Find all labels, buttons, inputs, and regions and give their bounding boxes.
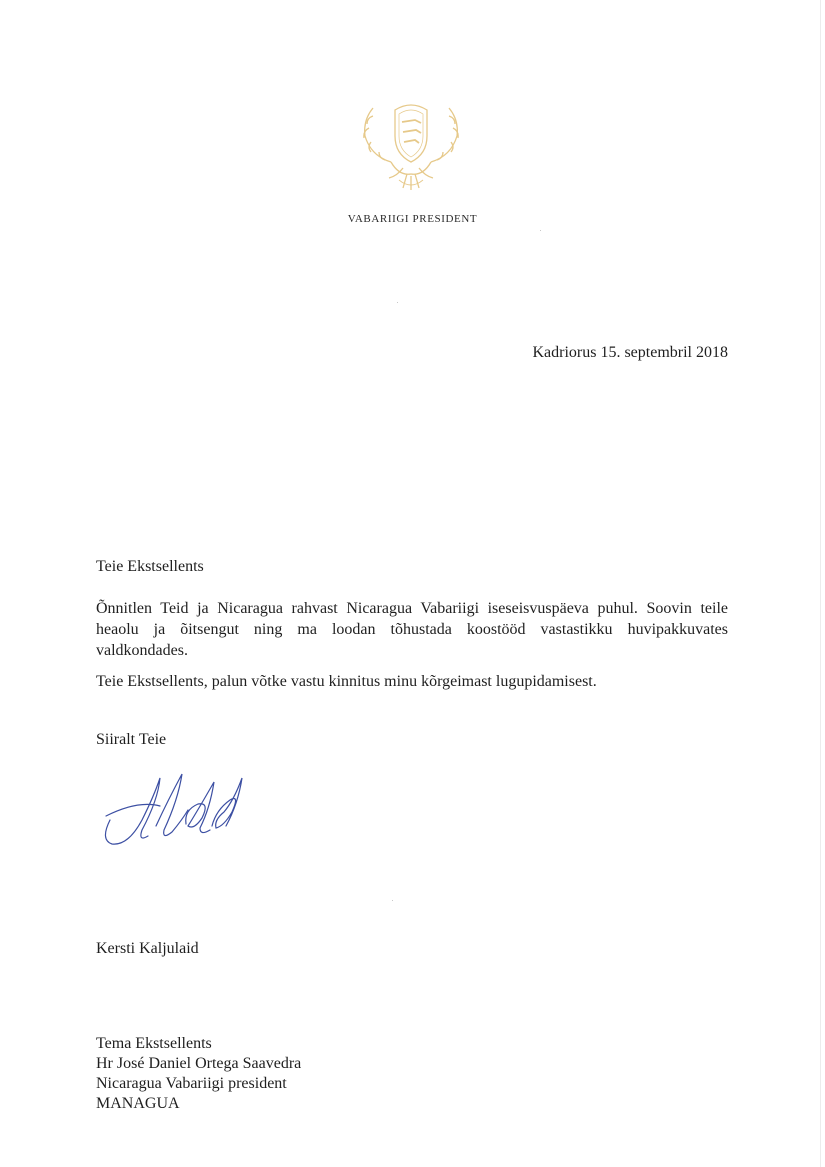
letterhead-title: VABARIIGI PRESIDENT	[347, 213, 478, 225]
addressee-line-2: Hr José Daniel Ortega Saavedra	[96, 1055, 302, 1072]
body-paragraph-1	[96, 598, 728, 661]
scan-speck	[397, 302, 398, 303]
scan-speck	[392, 900, 393, 901]
signer-name: Kersti Kaljulaid	[96, 940, 199, 957]
addressee-line-4: MANAGUA	[96, 1095, 180, 1112]
body-paragraph-2: Teie Ekstsellents, palun võtke vastu kinnitus minu kõrgeimast lugupidamisest.	[96, 673, 597, 690]
closing: Siiralt Teie	[96, 731, 167, 748]
scan-speck	[540, 230, 541, 231]
handwritten-signature	[98, 760, 248, 852]
page-edge	[820, 0, 821, 1167]
paragraph-1-line-2: heaolu ja õitsengut ning ma loodan tõhustada koostööd vastastikku huvipakkuvates	[96, 621, 728, 638]
letter-date: Kadriorus 15. septembril 2018	[532, 344, 728, 361]
salutation: Teie Ekstsellents	[96, 558, 204, 575]
paragraph-1-line-3: valdkondades.	[96, 642, 188, 659]
coat-of-arms-emblem	[355, 96, 467, 198]
addressee-line-1: Tema Ekstsellents	[96, 1035, 212, 1052]
paragraph-1-line-1: Õnnitlen Teid ja Nicaragua rahvast Nicaragua Vabariigi iseseisvuspäeva puhul. Soovin teile	[96, 600, 728, 617]
addressee-block	[96, 1034, 301, 1114]
addressee-line-3: Nicaragua Vabariigi president	[96, 1075, 287, 1092]
